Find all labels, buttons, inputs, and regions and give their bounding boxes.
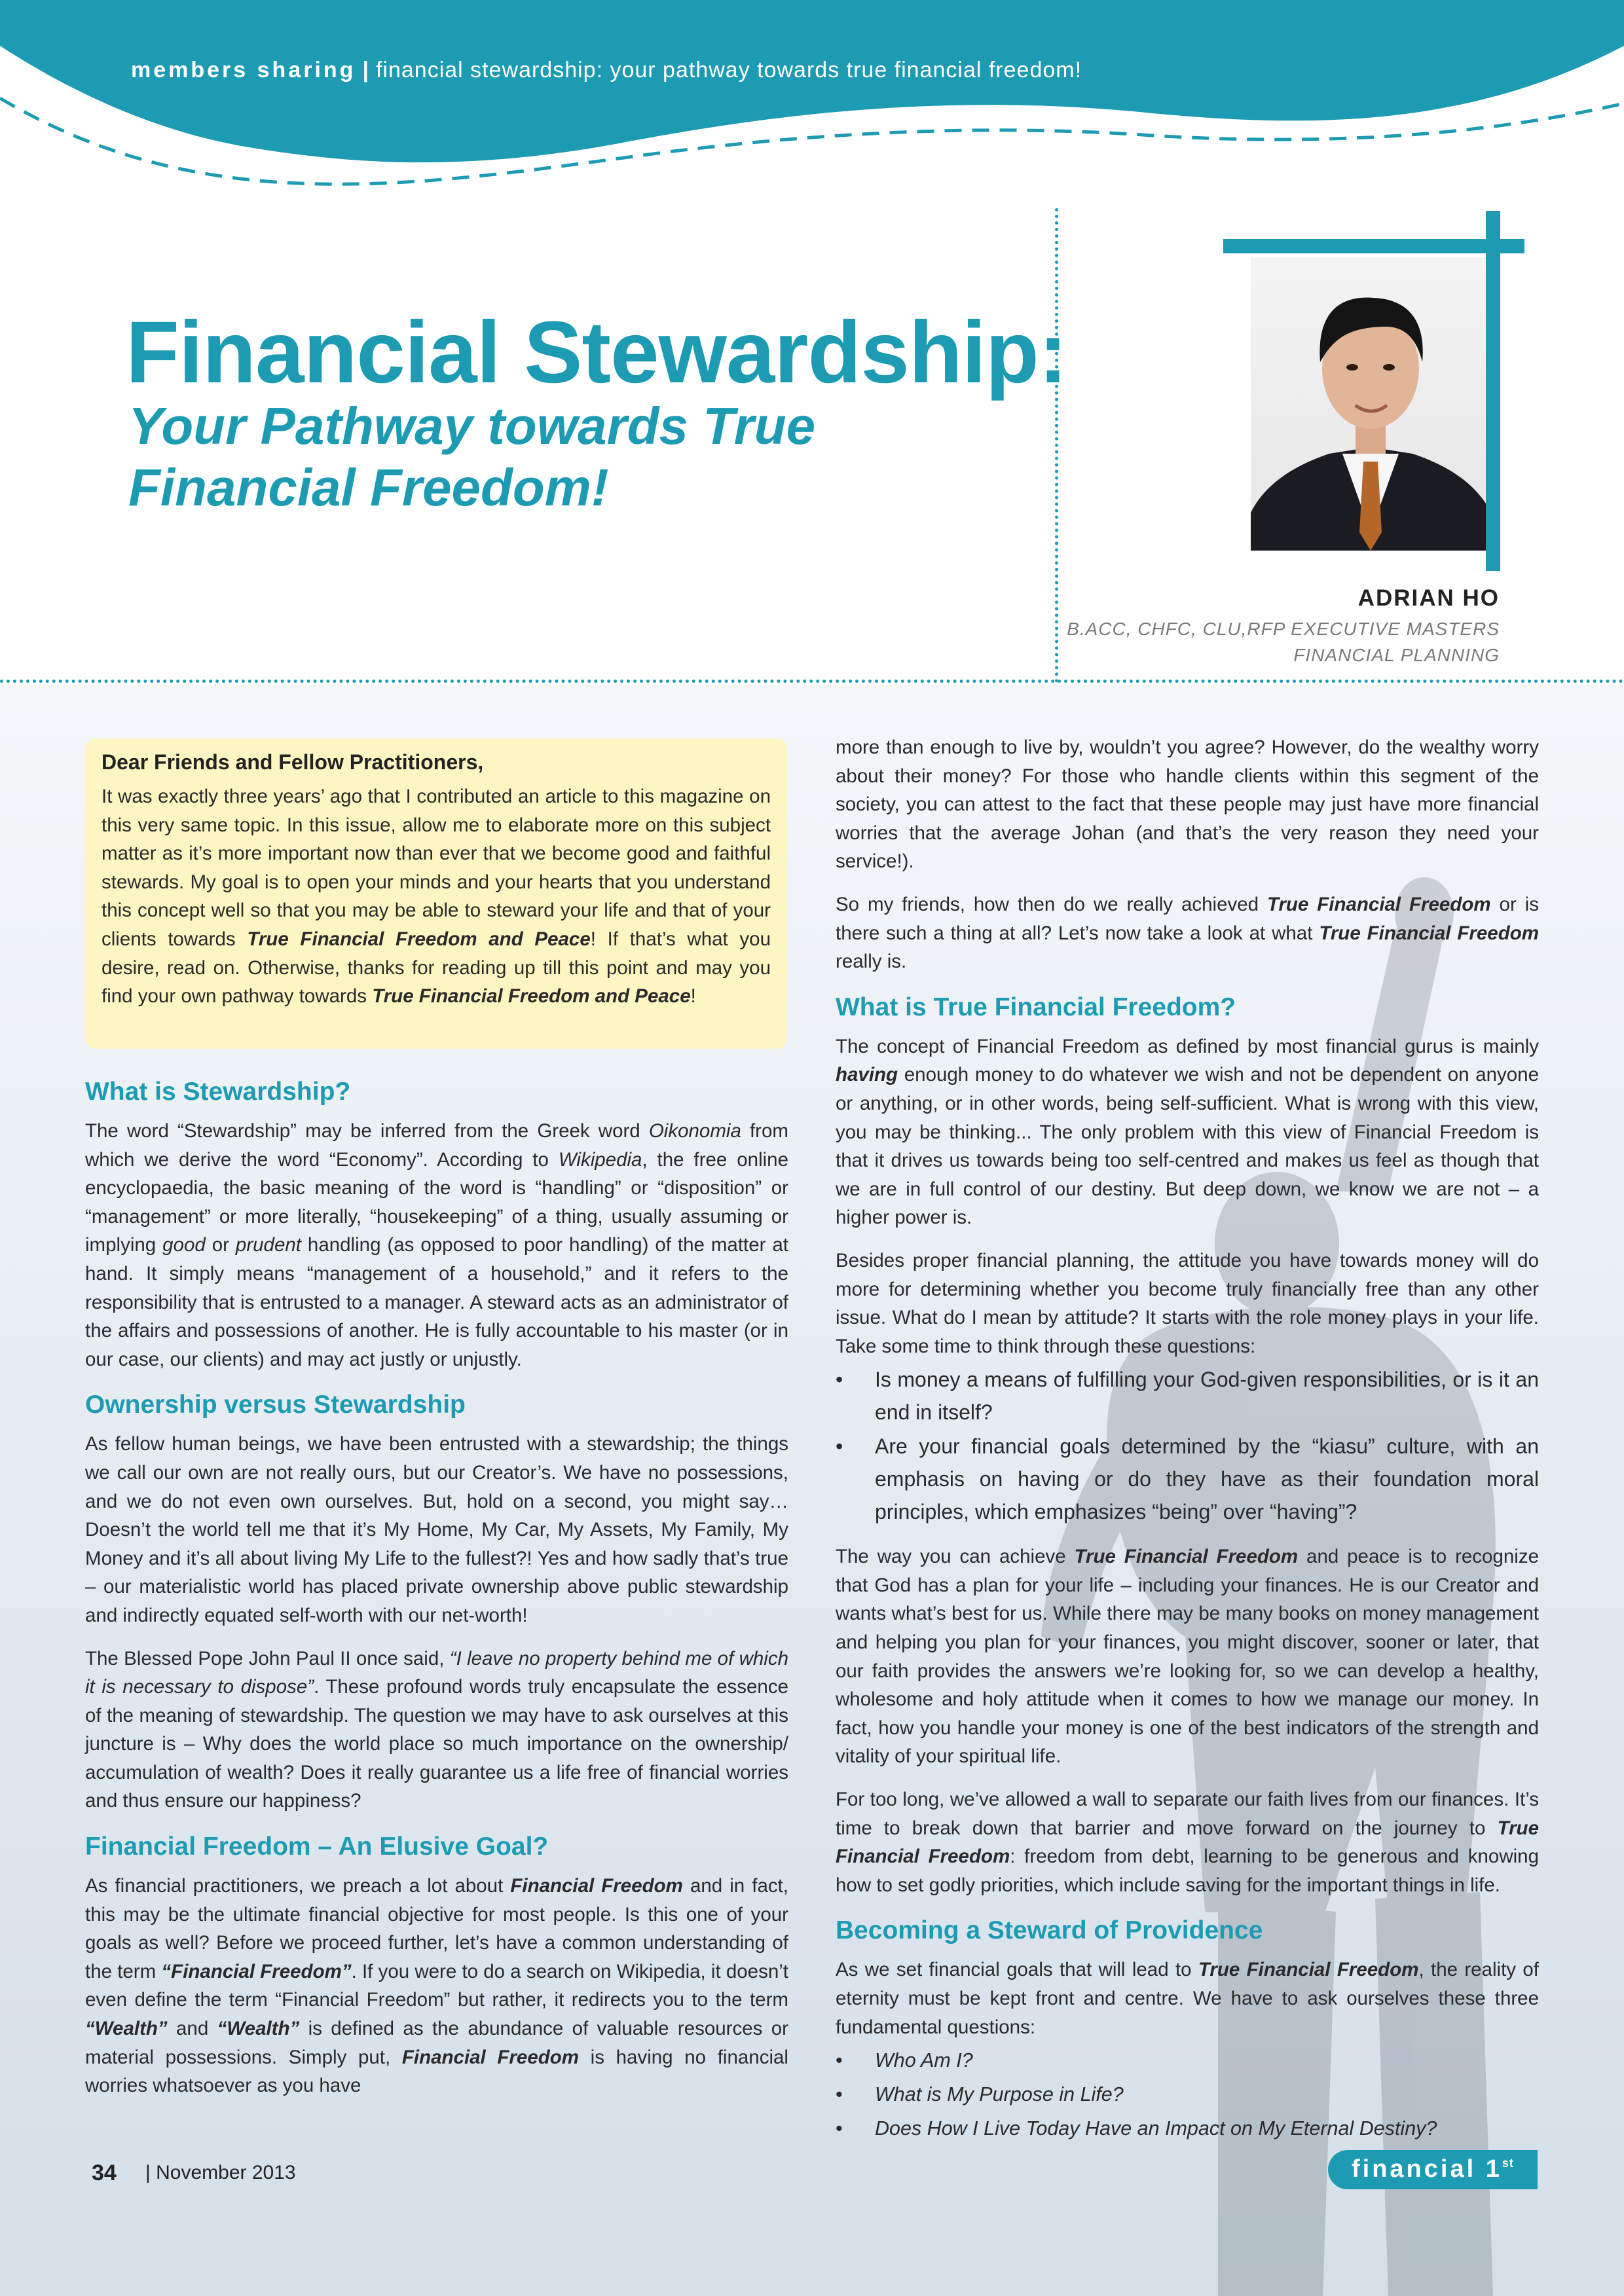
ownership-paragraph-2 [85,1645,788,1816]
text-emphasis: True Financial Freedom [1266,893,1491,915]
text-emphasis: True Financial Freedom [1074,1546,1299,1568]
text-emphasis: “Financial Freedom” [161,1960,352,1982]
bullet-text: What is My Purpose in Life? [875,2083,1124,2106]
text: , the free online encyclopaedia, the basic meaning of the word is “handling” or “disposition” or “management” or more literally, “housekeeping” of a thing, usually assuming or implying [85,1148,788,1256]
left-column [85,1075,788,2115]
heading-what-is-stewardship: What is Stewardship? [85,1078,351,1106]
text: The Blessed Pope John Paul II once said, [85,1647,450,1669]
fundamental-question-3 [836,2112,1539,2145]
intro-emphasis-1: True Financial Freedom and Peace [247,928,591,950]
bullet-text: Does How I Live Today Have an Impact on My Eternal Destiny? [875,2117,1437,2140]
text-emphasis: “Wealth” [217,2018,300,2040]
text: So my friends, how then do we really achieved [836,893,1267,915]
ownership-paragraph-1: As fellow human beings, we have been entrusted with a stewardship; the things we call our own are not really ours, but our Creator’s. We have no possessions, and we do not even own ourselves. But, hold on a second, you might say… Doesn’t the world tell me that it’s My Home, My Car, My Assets, My Family, My Money and it’s all about living My Life to the fullest?! Yes and how sadly that’s true – our materialistic world has placed private ownership above public stewardship and indirectly equated self-worth with our net-worth! [85,1433,788,1626]
running-header [131,58,1082,83]
heading-financial-freedom-elusive: Financial Freedom – An Elusive Goal? [85,1832,549,1861]
stewardship-paragraph [85,1117,788,1374]
header-separator: | [362,58,369,82]
intro-text-2: ! If that’s what you desire, read on. Otherwise, thanks for reading up till this point and may you find your own pathway towards [101,928,771,1008]
text-emphasis: Financial Freedom [401,2046,579,2068]
text: and in fact, this may be the ultimate financial objective for most people. Is this one of your goals as well? Before we proceed further, let’s have a common understanding of the term [85,1875,788,1982]
intro-callout-box [85,738,787,1049]
providence-paragraph [836,1956,1539,2041]
running-title: financial stewardship: your pathway towards true financial freedom! [375,58,1082,82]
photo-frame-horizontal [1223,239,1524,253]
photo-frame-vertical [1486,211,1500,571]
dotted-divider-horizontal [0,680,1624,683]
intro-emphasis-2: True Financial Freedom and Peace [372,985,691,1008]
intro-heading: Dear Friends and Fellow Practitioners, [101,750,484,774]
text: and peace is to recognize that God has a plan for your life – including your finances. He is our Creator and wants what’s best for us. While there may be many books on money management and helping you plan for your finances, you might discover, sooner or later, that our faith provides the answers we’re looking for, so we can develop a healthy, wholesome and holy attitude when it comes to how we manage our money. In fact, how you handle your money is one of the best indicators of the strength and vitality of your spiritual life. [836,1546,1539,1768]
continued-paragraph: more than enough to live by, wouldn’t you agree? However, do the wealthy worry about their money? For those who handle clients within this segment of the society, you can attest to the fact that these people may just have more financial worries that the average Johan (and that’s the very reason they need your service!). [836,737,1539,873]
bullet-marker: • [836,2083,843,2106]
text: For too long, we’ve allowed a wall to separate our faith lives from our finances. It’s time to break down that barrier and move forward on the journey to [836,1789,1539,1839]
text: or [205,1234,236,1256]
question-bullet-1 [836,1363,1539,1429]
issue-date: | November 2013 [145,2162,296,2183]
heading-steward-of-providence: Becoming a Steward of Providence [836,1916,1263,1945]
too-long-paragraph [836,1785,1539,1899]
bullet-marker: • [836,2049,843,2072]
text-emphasis: “Wealth” [85,2018,168,2040]
logo-superscript: st [1502,2157,1514,2170]
header-wave-band [0,0,1624,196]
text-italic: Oikonomia [648,1120,741,1142]
dotted-divider-vertical [1055,208,1058,689]
text-italic: prudent [235,1234,301,1256]
text: and [167,2018,217,2040]
text-emphasis: True Financial Freedom [836,1817,1539,1868]
fundamental-question-2 [836,2078,1539,2111]
text: The way you can achieve [836,1546,1075,1568]
text: The concept of Financial Freedom as defined by most financial gurus is mainly [836,1035,1539,1057]
heading-what-is-true-financial-freedom: What is True Financial Freedom? [836,993,1236,1021]
text-emphasis: Financial Freedom [510,1875,683,1897]
text: is having no financial worries whatsoever as you have [85,2046,788,2097]
text: is defined as the abundance of valuable resources or material possessions. Simply put, [85,2018,788,2068]
section-label: members sharing [131,58,356,82]
bullet-marker: • [836,1368,843,1392]
text: really is. [836,951,907,973]
way-paragraph [836,1542,1539,1771]
text: . If you were to do a search on Wikipedia, it doesn’t even define the term “Financial Freedom” but rather, it redirects you to the term [85,1960,788,2011]
question-bullet-2 [836,1430,1539,1528]
intro-paragraph [101,782,771,1011]
bullet-marker: • [836,1434,843,1459]
author-credentials-line1: B.ACC, CHFC, CLU,RFP EXECUTIVE MASTERS [1067,619,1500,639]
author-name: ADRIAN HO [1357,585,1500,611]
text-emphasis: True Financial Freedom [1319,922,1539,944]
magazine-logo [1328,2150,1538,2189]
text: or is there such a thing at all? Let’s now take a look at what [836,893,1539,944]
heading-ownership-vs-stewardship: Ownership versus Stewardship [85,1391,466,1419]
author-credentials-line2: FINANCIAL PLANNING [1293,645,1500,665]
text: As financial practitioners, we preach a lot about [85,1875,511,1897]
pope-quote: “I leave no property behind me of which it is necessary to dispose” [85,1647,788,1698]
right-column [836,733,1539,2146]
intro-text-3: ! [690,985,696,1008]
text: handling (as opposed to poor handling) of the matter at hand. It simply means “management of a household,” and it refers to the responsibility that is entrusted to a manager. A steward acts as an administrator of the affairs and possessions of another. He is fully accountable to his master (or in our case, our clients) and may act justly or unjustly. [85,1234,788,1370]
text-italic: Wikipedia [558,1148,642,1171]
article-subtitle: Your Pathway towards True Financial Freedom! [128,397,816,517]
text: As we set financial goals that will lead to [836,1959,1198,1981]
bullet-text: Who Am I? [875,2049,973,2072]
text: : freedom from debt, learning to be generous and knowing how to set godly priorities, which include saving for the important things in life. [836,1846,1539,1896]
attitude-paragraph: Besides proper financial planning, the attitude you have towards money will do more for determining whether you become truly financially free than any other issue. What do I mean by attitude? It starts with the role money plays in your life. Take some time to think through these questions: [836,1249,1539,1357]
bullet-text: Are your financial goals determined by the “kiasu” culture, with an emphasis on having or do they have as their foundation moral principles, which emphasizes “being” over “having”? [875,1434,1539,1524]
author-photo [1251,257,1491,551]
text: The word “Stewardship” may be inferred from the Greek word [85,1120,649,1142]
page-number: 34 [92,2160,117,2185]
text-emphasis: having [836,1064,898,1086]
true-freedom-paragraph [836,1032,1539,1232]
so-my-friends-paragraph [836,890,1539,976]
elusive-paragraph [85,1872,788,2100]
text: . These profound words truly encapsulate the essence of the meaning of stewardship. The question we may have to ask ourselves at this juncture is – Why does the world place so much importance on the ownership/ accumulation of wealth? Does it really guarantee us a life free of financial worries and thus ensure our happiness? [85,1676,788,1812]
bullet-marker: • [836,2117,843,2140]
text: , the reality of eternity must be kept front and centre. We have to ask ourselves these three fundamental questions: [836,1959,1539,2038]
intro-text-1: It was exactly three years’ ago that I contributed an article to this magazine on this very same topic. In this issue, allow me to elaborate more on this subject matter as it’s more important now than ever that we become good and faithful stewards. My goal is to open your minds and your hearts that you understand this concept well so that you may be able to steward your life and that of your clients towards [101,786,771,950]
bullet-text: Is money a means of fulfilling your God-given responsibilities, or is it an end in itself? [875,1368,1539,1425]
logo-text: financial 1 [1352,2155,1502,2183]
text-italic: good [162,1234,206,1256]
fundamental-question-1 [836,2044,1539,2077]
article-title: Financial Stewardship: [126,304,1067,401]
text-emphasis: True Financial Freedom [1198,1959,1419,1981]
text: from which we derive the word “Economy”. According to [85,1120,788,1171]
text: enough money to do whatever we wish and not be dependent on anyone or anything, or in other words, being self-sufficient. What is wrong with this view, you may be thinking... The only problem with this view of Financial Freedom is that it drives us towards being too self-centred and makes us feel as though that we are in full control of our destiny. But deep down, we know we are not – a higher power is. [836,1064,1539,1229]
